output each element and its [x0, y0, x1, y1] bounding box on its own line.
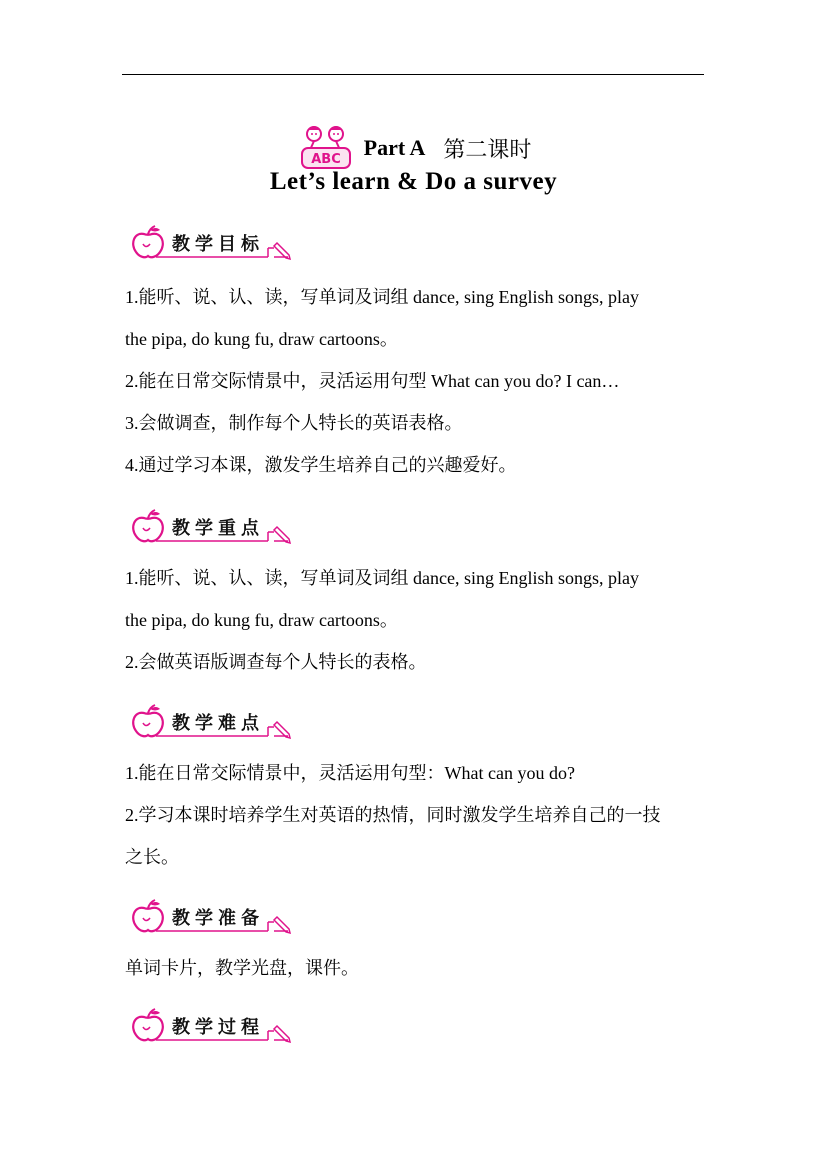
section-heading-label: 教学难点 [172, 713, 264, 734]
text-line: the pipa, do kung fu, draw cartoons。 [125, 329, 398, 349]
logo-text: ABC [310, 152, 341, 167]
section-heading-objectives [128, 224, 298, 264]
section-body-preparation [125, 947, 705, 989]
section-heading-difficulties [128, 703, 298, 743]
section-heading-key-points [128, 508, 298, 548]
text-line: 4.通过学习本课，激发学生培养自己的兴趣爱好。 [125, 455, 517, 475]
section-body-key-points [125, 557, 705, 683]
text-line: 2.会做英语版调查每个人特长的表格。 [125, 652, 427, 672]
section-body-objectives [125, 276, 705, 486]
abc-kids-logo [296, 124, 356, 172]
text-line: 1.能听、说、认、读，写单词及词组 dance, sing English songs, play [125, 568, 639, 588]
text-line: 之长。 [125, 847, 179, 867]
section-heading-preparation [128, 898, 298, 938]
text-line: 1.能听、说、认、读，写单词及词组 dance, sing English songs, play [125, 287, 639, 307]
lesson-subtitle: Let’s learn & Do a survey [269, 168, 558, 195]
text-line: the pipa, do kung fu, draw cartoons。 [125, 610, 398, 630]
section-heading-label: 教学重点 [172, 518, 264, 539]
section-heading-label: 教学准备 [172, 908, 264, 929]
section-heading-label: 教学目标 [172, 234, 264, 255]
section-heading-process [128, 1007, 298, 1047]
lesson-label: 第二课时 [443, 136, 532, 162]
text-line: 2.学习本课时培养学生对英语的热情，同时激发学生培养自己的一技 [125, 805, 661, 825]
text-line: 1.能在日常交际情景中，灵活运用句型：What can you do? [125, 763, 575, 783]
text-line: 3.会做调查，制作每个人特长的英语表格。 [125, 413, 463, 433]
part-label: Part A [363, 135, 426, 160]
section-heading-label: 教学过程 [172, 1017, 264, 1038]
text-line: 单词卡片，教学光盘，课件。 [125, 958, 359, 978]
text-line: 2.能在日常交际情景中，灵活运用句型 What can you do? I can… [125, 371, 620, 391]
section-body-difficulties [125, 752, 705, 878]
header-rule [122, 74, 704, 75]
